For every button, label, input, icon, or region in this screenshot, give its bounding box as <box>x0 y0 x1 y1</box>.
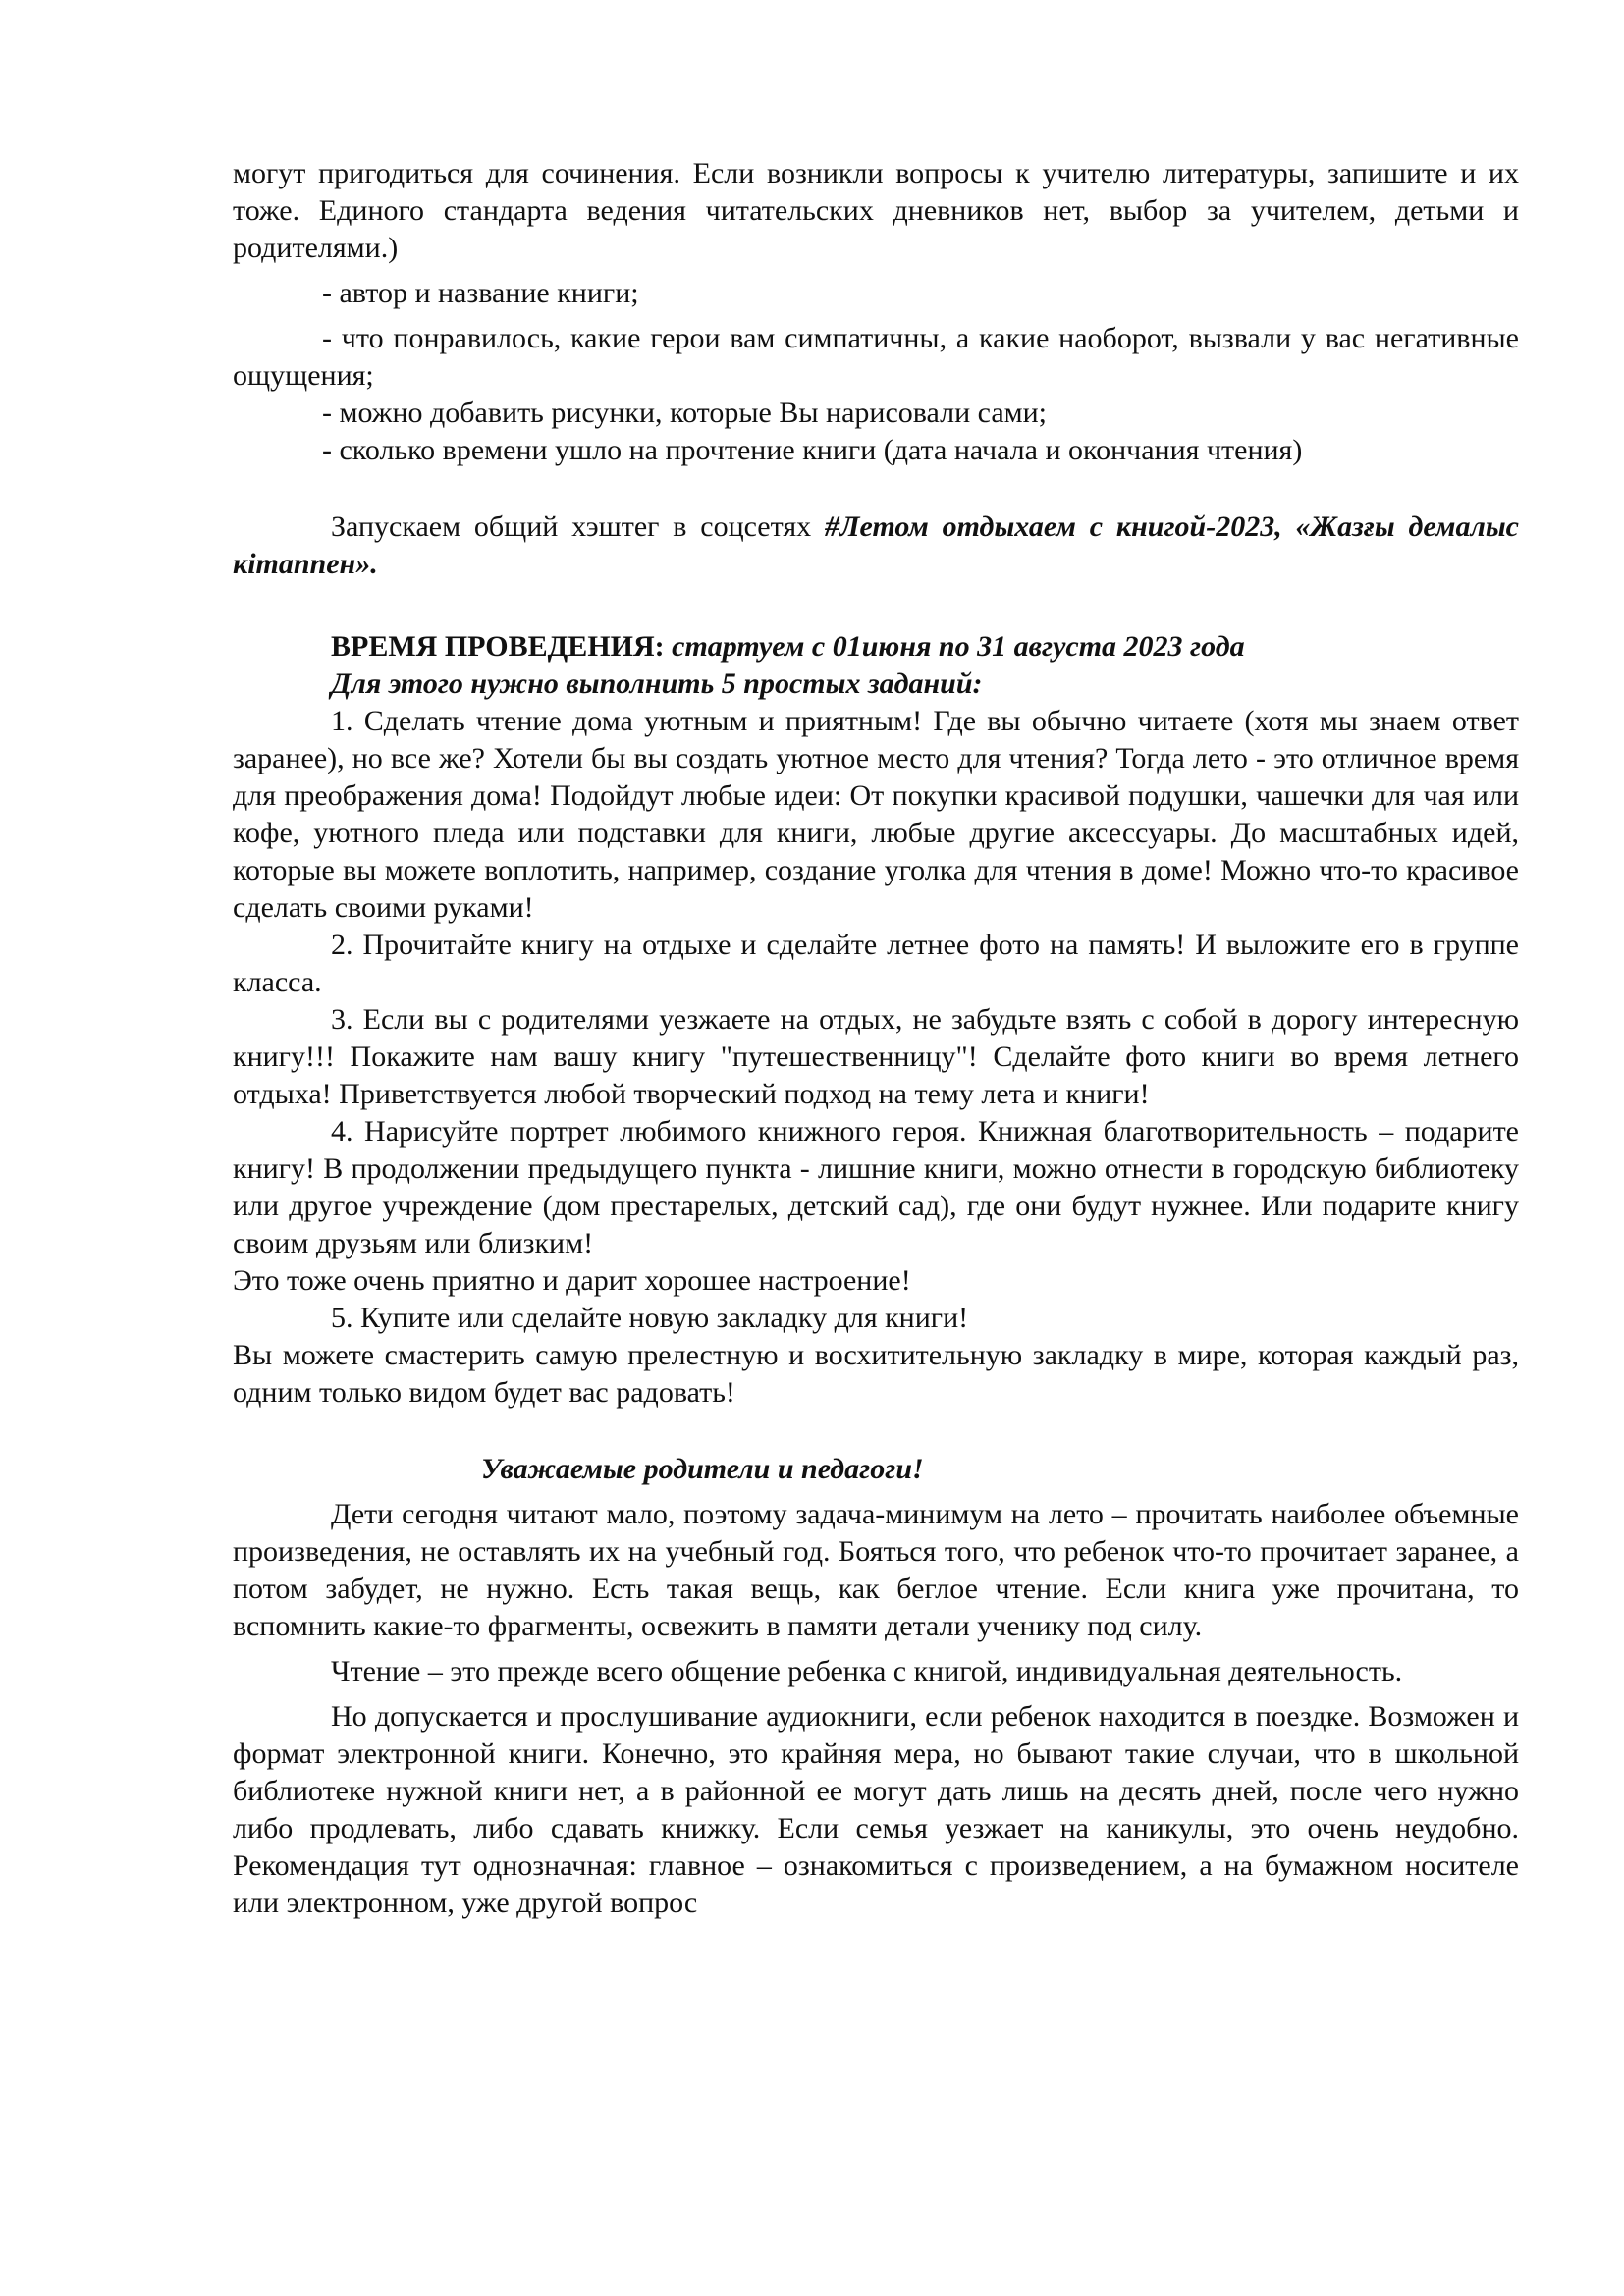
list-item: - сколько времени ушло на прочтение книги (дата начала и окончания чтения) <box>322 434 1303 466</box>
list-item: - автор и название книги; <box>322 277 639 309</box>
task-item: 1. Сделать чтение дома уютным и приятным! Где вы обычно читаете (хотя мы знаем ответ заранее), но все же? Хотели бы вы создать уютное место для чтения? Тогда лето - это отличное время для преображения дома! Подойдут любые идеи: От покупки красивой подушки, чашечки для чая или кофе, уютного пледа или подставки для книги, любые другие аксессуары. До масштабных идей, которые вы можете воплотить, например, создание уголка для чтения в доме! Можно что-то красивое сделать своими руками! <box>233 705 1519 924</box>
tasks-subtitle: Для этого нужно выполнить 5 простых заданий: <box>331 667 983 700</box>
hashtag-text: Запускаем общий хэштег в соцсетях <box>331 510 825 543</box>
task-item: 5. Купите или сделайте новую закладку для книги! <box>331 1302 969 1334</box>
hashtag-paragraph <box>233 508 1519 583</box>
parents-heading: Уважаемые родители и педагоги! <box>481 1453 924 1485</box>
document-page <box>233 155 1519 1922</box>
task-item: Вы можете смастерить самую прелестную и восхитительную закладку в мире, которая каждый раз, одним только видом будет вас радовать! <box>233 1339 1519 1409</box>
parents-paragraph: Дети сегодня читают мало, поэтому задача-минимум на лето – прочитать наиболее объемные произведения, не оставлять их на учебный год. Бояться того, что ребенок что-то прочитает заранее, а потом забудет, не нужно. Есть такая вещь, как беглое чтение. Если книга уже прочитана, то вспомнить какие-то фрагменты, освежить в памяти детали ученику под силу. <box>233 1498 1519 1642</box>
task-item: 3. Если вы с родителями уезжаете на отдых, не забудьте взять с собой в дорогу интересную книгу!!! Покажите нам вашу книгу "путешественницу"! Сделайте фото книги во время летнего отдыха! Приветствуется любой творческий подход на тему лета и книги! <box>233 1003 1519 1110</box>
list-item: - что понравилось, какие герои вам симпатичны, а какие наоборот, вызвали у вас негативные ощущения; <box>233 322 1519 392</box>
time-heading <box>233 628 1519 666</box>
hashtag-tag: #Летом отдыхаем с книгой-2023, «Жазғы демалыс кітаппен». <box>233 510 1519 580</box>
task-item: 4. Нарисуйте портрет любимого книжного героя. Книжная благотворительность – подарите книгу! В продолжении предыдущего пункта - лишние книги, можно отнести в городскую библиотеку или другое учреждение (дом престарелых, детский сад), где они будут нужнее. Или подарите книгу своим друзьям или близким! <box>233 1115 1519 1259</box>
time-label: ВРЕМЯ ПРОВЕДЕНИЯ: <box>331 630 665 663</box>
intro-paragraph: могут пригодиться для сочинения. Если возникли вопросы к учителю литературы, запишите и их тоже. Единого стандарта ведения читательских дневников нет, выбор за учителем, детьми и родителями.) <box>233 157 1519 264</box>
task-item: 2. Прочитайте книгу на отдыхе и сделайте летнее фото на память! И выложите его в группе класса. <box>233 929 1519 998</box>
time-value: стартуем с 01июня по 31 августа 2023 года <box>664 630 1245 663</box>
parents-paragraph: Но допускается и прослушивание аудиокниги, если ребенок находится в поездке. Возможен и формат электронной книги. Конечно, это крайняя мера, но бывают такие случаи, что в школьной библиотеке нужной книги нет, а в районной ее могут дать лишь на десять дней, после чего нужно либо продлевать, либо сдавать книжку. Если семья уезжает на каникулы, это очень неудобно. Рекомендация тут однозначная: главное – ознакомиться с произведением, а на бумажном носителе или электронном, уже другой вопрос <box>233 1700 1519 1919</box>
list-item: - можно добавить рисунки, которые Вы нарисовали сами; <box>322 397 1048 429</box>
task-item: Это тоже очень приятно и дарит хорошее настроение! <box>233 1264 911 1297</box>
parents-paragraph: Чтение – это прежде всего общение ребенка с книгой, индивидуальная деятельность. <box>331 1655 1403 1687</box>
